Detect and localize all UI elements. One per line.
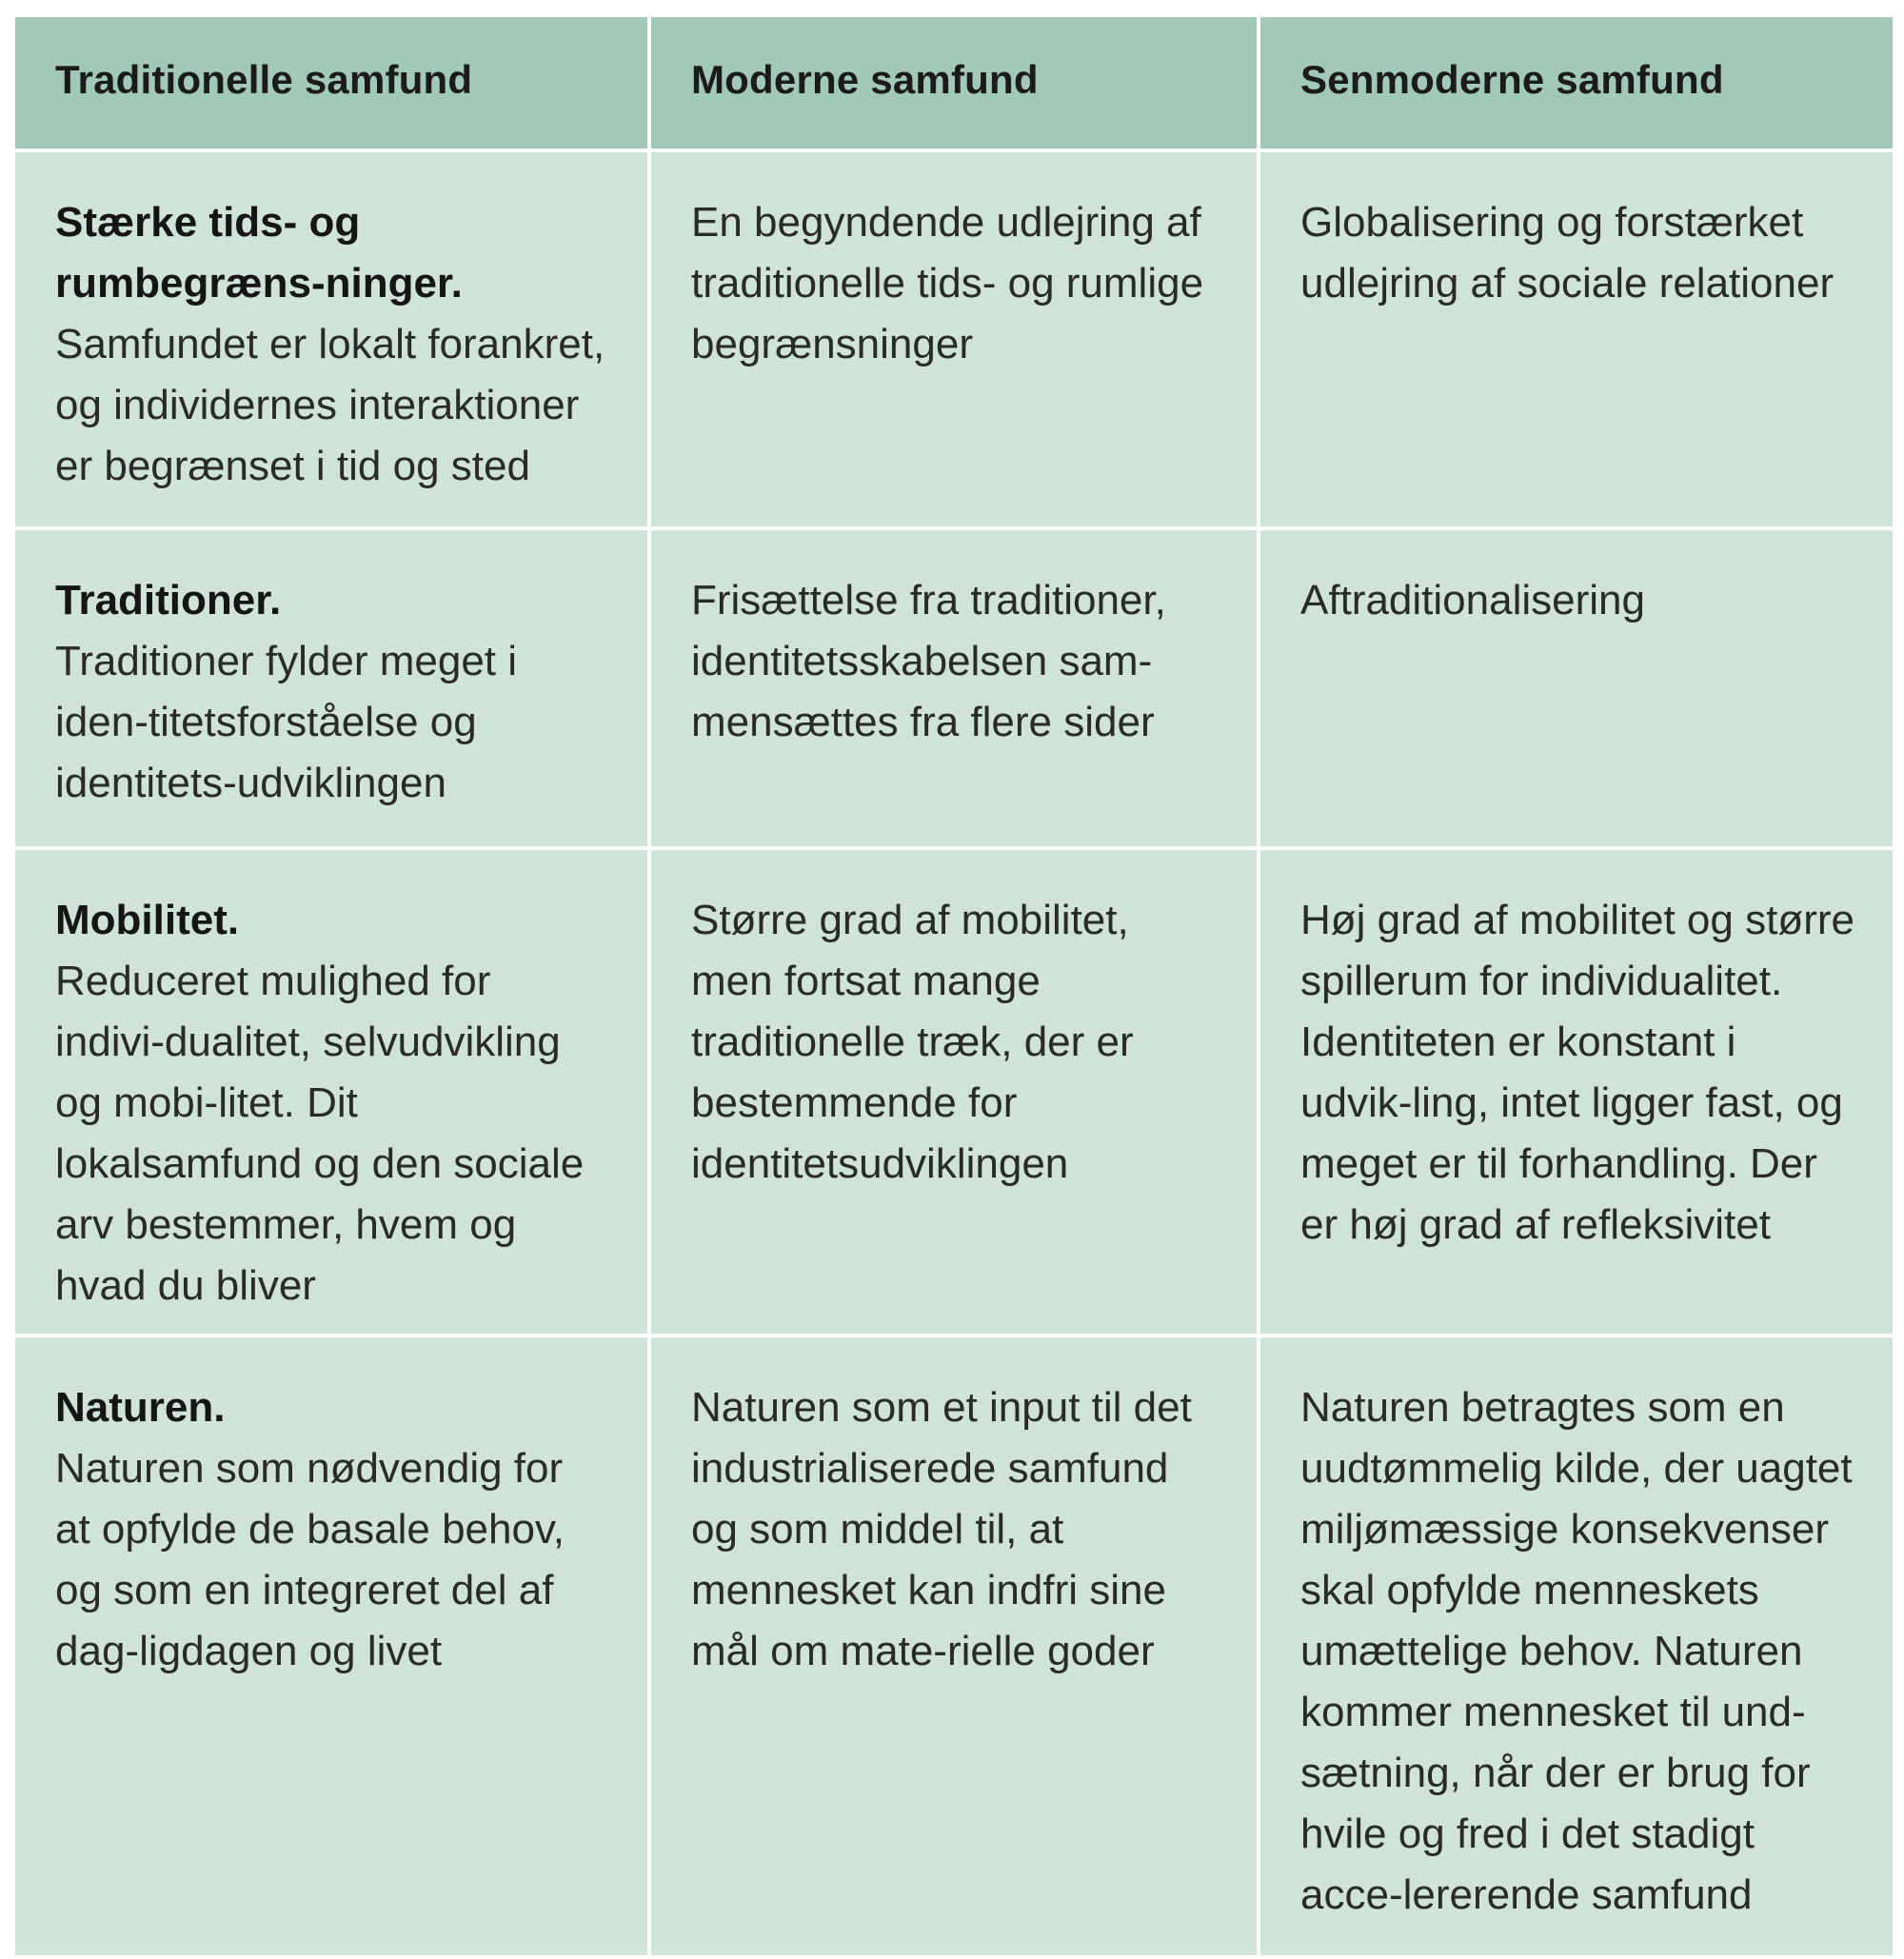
- cell-traditional: [13, 150, 649, 528]
- cell-text: Globalisering og forstærket udlejring af sociale relationer: [1300, 199, 1835, 307]
- header-modern-society: Moderne samfund: [649, 15, 1259, 150]
- cell-traditional: [13, 528, 649, 848]
- cell-modern: [649, 528, 1259, 848]
- cell-text: Reduceret mulighed for indivi-dualitet, selvudvikling og mobi-litet. Dit lokalsamfund og den sociale arv bestemmer, hvem og hvad du bliver: [55, 958, 585, 1309]
- society-comparison-table: [11, 13, 1896, 1959]
- cell-late-modern: [1259, 848, 1894, 1336]
- cell-late-modern: [1259, 1336, 1894, 1957]
- cell-traditional: [13, 1336, 649, 1957]
- cell-text: Naturen som et input til det industrialiserede samfund og som middel til, at mennesket kan indfri sine mål om mate-rielle goder: [691, 1384, 1192, 1674]
- cell-text: Naturen som nødvendig for at opfylde de basale behov, og som en integreret del af dag-ligdagen og livet: [55, 1445, 565, 1674]
- cell-text: Frisættelse fra traditioner, identitetsskabelsen sam-mensættes fra flere sider: [691, 577, 1166, 745]
- cell-late-modern: [1259, 150, 1894, 528]
- cell-text: Aftraditionalisering: [1300, 577, 1645, 623]
- cell-text: Samfundet er lokalt forankret, og individernes interaktioner er begrænset i tid og sted: [55, 321, 605, 489]
- cell-modern: [649, 150, 1259, 528]
- row-title: Naturen.: [55, 1384, 226, 1431]
- cell-late-modern: [1259, 528, 1894, 848]
- row-title: Traditioner.: [55, 577, 282, 623]
- cell-traditional: [13, 848, 649, 1336]
- table-row-traditions: [13, 528, 1894, 848]
- header-late-modern-society: Senmoderne samfund: [1259, 15, 1894, 150]
- cell-text: Naturen betragtes som en uudtømmelig kilde, der uagtet miljømæssige konsekvenser skal opfylde menneskets umættelige behov. Naturen kommer mennesket til und-sætning, når der er brug for hvile og fred i det stadigt acce-lererende samfund: [1300, 1384, 1853, 1918]
- cell-modern: [649, 848, 1259, 1336]
- table-row-mobility: [13, 848, 1894, 1336]
- table-body: [13, 150, 1894, 1957]
- cell-text: Høj grad af mobilitet og større spillerum for individualitet. Identiteten er konstant i udvik-ling, intet ligger fast, og meget er til forhandling. Der er høj grad af refleksivitet: [1300, 897, 1854, 1248]
- cell-text: En begyndende udlejring af traditionelle tids- og rumlige begrænsninger: [691, 199, 1204, 367]
- header-row: [13, 15, 1894, 150]
- table-row-nature: [13, 1336, 1894, 1957]
- comparison-table-wrapper: [11, 13, 1893, 1959]
- header-traditional-society: Traditionelle samfund: [13, 15, 649, 150]
- cell-modern: [649, 1336, 1259, 1957]
- cell-text: Traditioner fylder meget i iden-titetsforståelse og identitets-udviklingen: [55, 638, 518, 806]
- table-row-time-space: [13, 150, 1894, 528]
- table-header: [13, 15, 1894, 150]
- row-title: Mobilitet.: [55, 897, 240, 943]
- cell-text: Større grad af mobilitet, men fortsat mange traditionelle træk, der er bestemmende for identitetsudviklingen: [691, 897, 1134, 1187]
- row-title: Stærke tids- og rumbegræns-ninger.: [55, 199, 463, 307]
